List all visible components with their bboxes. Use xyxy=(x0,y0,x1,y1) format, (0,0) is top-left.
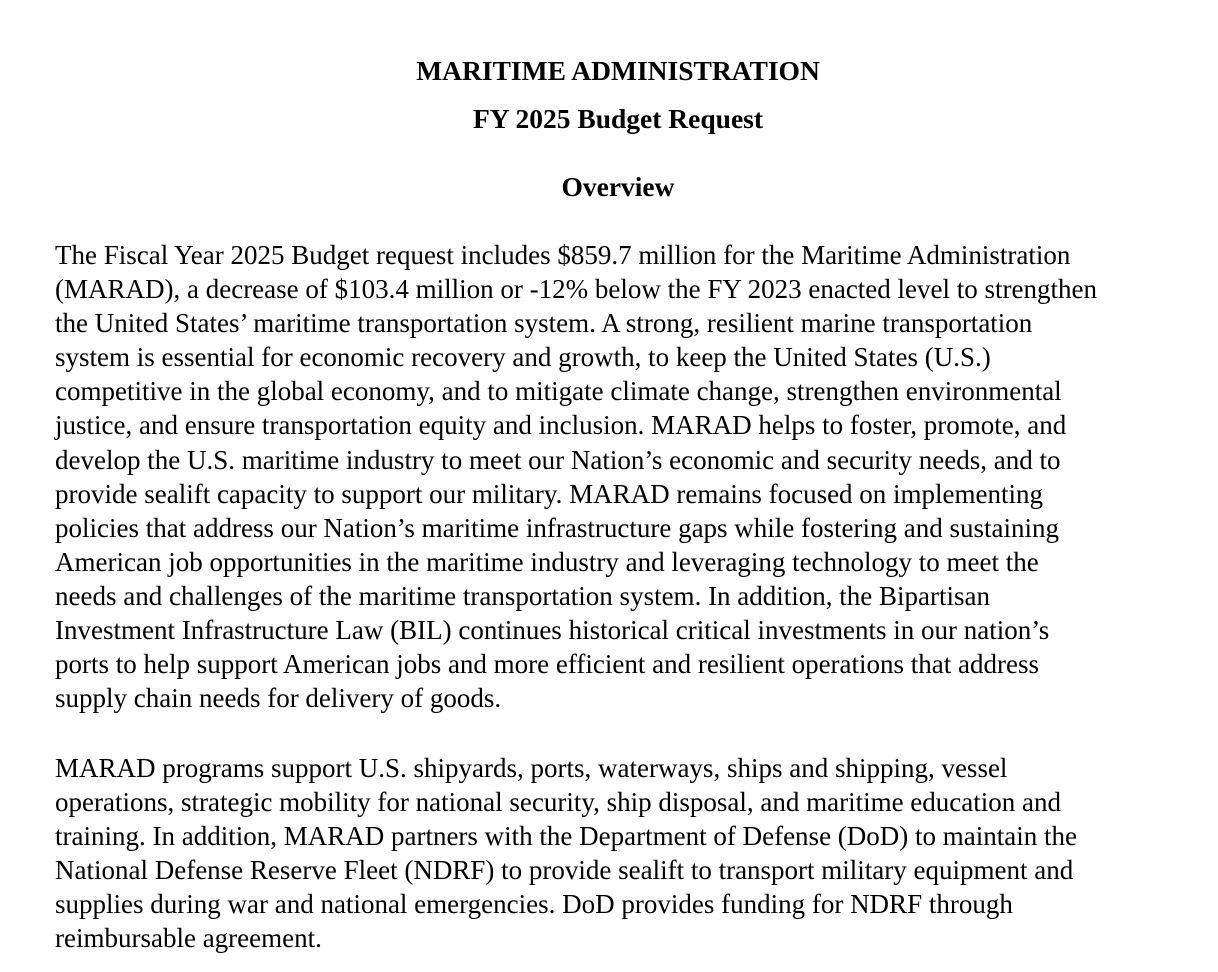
paragraph-line: policies that address our Nation’s maritime infrastructure gaps while fostering and sustaining xyxy=(55,512,1060,543)
paragraph-line: (MARAD), a decrease of $103.4 million or -12% below the FY 2023 enacted level to strengthen xyxy=(55,274,1097,305)
section-title: Overview xyxy=(561,171,675,202)
paragraph-line: reimbursable agreement. xyxy=(55,923,322,954)
paragraph-line: MARAD programs support U.S. shipyards, ports, waterways, ships and shipping, vessel xyxy=(55,753,1008,783)
paragraph-line: competitive in the global economy, and to mitigate climate change, strengthen environmental xyxy=(55,376,1062,407)
paragraph-line: needs and challenges of the maritime transportation system. In addition, the Bipartisan xyxy=(55,580,991,611)
paragraph-line: operations, strategic mobility for national security, ship disposal, and maritime education and xyxy=(55,787,1062,818)
paragraph-line: develop the U.S. maritime industry to meet our Nation’s economic and security needs, and to xyxy=(55,444,1061,475)
paragraph-line: training. In addition, MARAD partners with the Department of Defense (DoD) to maintain the xyxy=(55,821,1077,852)
paragraph-budget-summary xyxy=(55,238,1205,715)
paragraph-line: American job opportunities in the maritime industry and leveraging technology to meet the xyxy=(55,546,1039,577)
paragraph-line: ports to help support American jobs and more efficient and resilient operations that address xyxy=(55,649,1039,680)
paragraph-line: Investment Infrastructure Law (BIL) continues historical critical investments in our nation’s xyxy=(55,615,1050,646)
paragraph-line: the United States’ maritime transportation system. A strong, resilient marine transportation xyxy=(55,308,1033,339)
budget-title: FY 2025 Budget Request xyxy=(472,103,764,134)
paragraph-line: National Defense Reserve Fleet (NDRF) to provide sealift to transport military equipment and xyxy=(55,855,1074,886)
paragraph-line: supplies during war and national emergencies. DoD provides funding for NDRF through xyxy=(55,889,1013,920)
paragraph-line: supply chain needs for delivery of goods. xyxy=(55,683,502,714)
agency-title: MARITIME ADMINISTRATION xyxy=(416,55,820,86)
paragraph-line: provide sealift capacity to support our military. MARAD remains focused on implementing xyxy=(55,478,1044,509)
paragraph-line: The Fiscal Year 2025 Budget request includes $859.7 million for the Maritime Administration xyxy=(55,240,1071,270)
paragraph-line: system is essential for economic recovery and growth, to keep the United States (U.S.) xyxy=(55,342,991,373)
paragraph-programs xyxy=(55,751,1205,956)
paragraph-line: justice, and ensure transportation equity and inclusion. MARAD helps to foster, promote, and xyxy=(55,410,1067,441)
